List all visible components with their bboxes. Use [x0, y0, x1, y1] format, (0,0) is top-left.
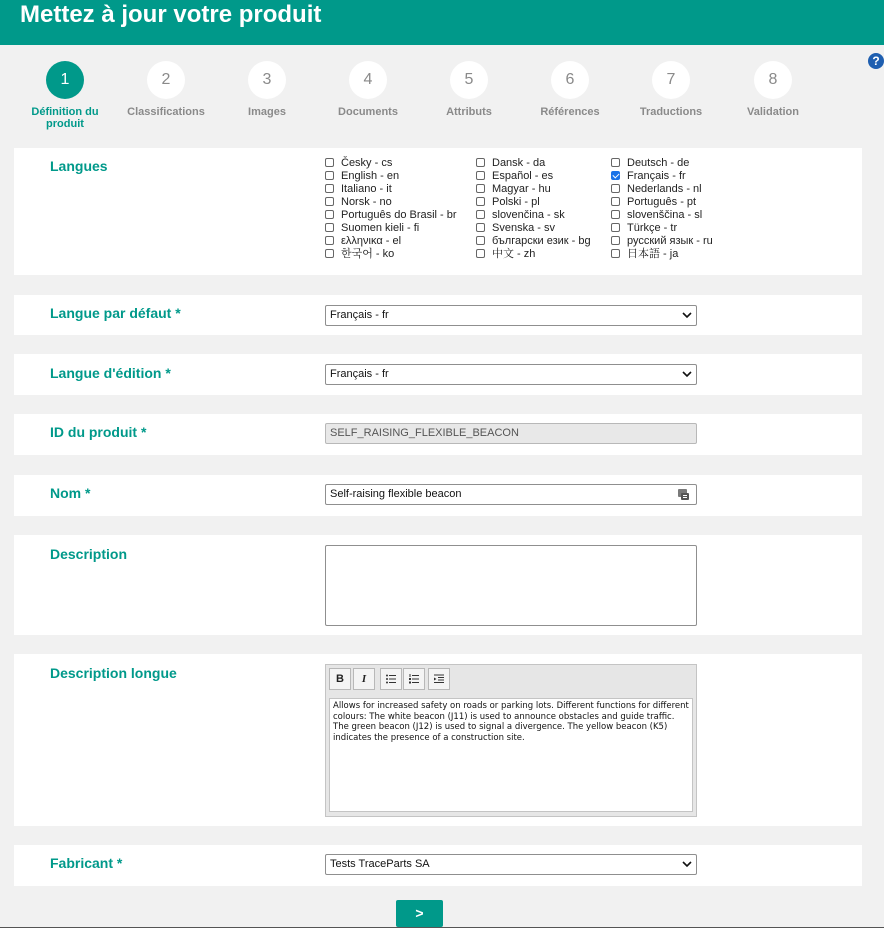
- language-checkbox[interactable]: [611, 158, 620, 167]
- name-field[interactable]: [325, 484, 697, 505]
- language-option[interactable]: [611, 248, 771, 261]
- long-description-label: Description longue: [50, 665, 177, 681]
- language-option[interactable]: [325, 157, 485, 170]
- language-label: Magyar - hu: [492, 183, 551, 195]
- step-label: Traductions: [639, 106, 703, 118]
- language-checkbox[interactable]: [325, 223, 334, 232]
- language-checkbox[interactable]: [611, 249, 620, 258]
- language-label: 日本語 - ja: [627, 248, 679, 260]
- product-id-value: SELF_RAISING_FLEXIBLE_BEACON: [330, 427, 519, 439]
- language-label: Türkçe - tr: [627, 222, 678, 234]
- language-checkbox[interactable]: [476, 210, 485, 219]
- language-checkbox[interactable]: [611, 184, 620, 193]
- language-checkbox[interactable]: [611, 223, 620, 232]
- description-textarea[interactable]: [325, 545, 697, 626]
- language-checkbox[interactable]: [325, 184, 334, 193]
- language-option[interactable]: [325, 196, 485, 209]
- language-option[interactable]: [611, 235, 771, 248]
- manufacturer-card: [14, 845, 862, 886]
- language-checkbox[interactable]: [325, 197, 334, 206]
- languages-card: [14, 148, 862, 275]
- language-label: Español - es: [492, 170, 554, 182]
- next-button[interactable]: >: [396, 900, 443, 927]
- language-option[interactable]: [611, 222, 771, 235]
- step-label: Références: [540, 106, 600, 118]
- clear-format-icon: [433, 673, 445, 685]
- clear-format-button[interactable]: [428, 668, 450, 690]
- language-checkbox[interactable]: [476, 249, 485, 258]
- step-6[interactable]: [520, 61, 620, 118]
- step-5[interactable]: [419, 61, 519, 118]
- language-checkbox[interactable]: [325, 210, 334, 219]
- language-label: 한국어 - ko: [341, 248, 395, 260]
- default-language-value: Français - fr: [330, 309, 389, 321]
- step-label: Documents: [338, 106, 398, 118]
- step-8[interactable]: [723, 61, 823, 118]
- description-card: [14, 535, 862, 635]
- wizard-steps: [0, 61, 884, 141]
- language-label: български език - bg: [492, 235, 591, 247]
- language-checkbox[interactable]: [476, 184, 485, 193]
- language-option[interactable]: [611, 183, 771, 196]
- name-label: Nom *: [50, 485, 91, 501]
- step-number: 1: [46, 61, 84, 99]
- name-value: Self-raising flexible beacon: [330, 488, 462, 500]
- step-label: Classifications: [127, 106, 205, 118]
- page-header: [0, 0, 884, 45]
- language-label: Nederlands - nl: [627, 183, 702, 195]
- language-option[interactable]: [325, 170, 485, 183]
- language-label: English - en: [341, 170, 400, 182]
- language-label: Italiano - it: [341, 183, 392, 195]
- step-label: Validation: [747, 106, 799, 118]
- long-description-card: [14, 654, 862, 826]
- default-language-card: [14, 295, 862, 335]
- language-label: ελληνικα - el: [341, 235, 402, 247]
- language-checkbox[interactable]: [325, 158, 334, 167]
- language-checkbox[interactable]: [476, 236, 485, 245]
- language-label: Polski - pl: [492, 196, 540, 208]
- language-label: Suomen kieli - fi: [341, 222, 420, 234]
- rich-text-editor: [325, 664, 697, 817]
- bullet-list-button[interactable]: [380, 668, 402, 690]
- language-option[interactable]: [325, 222, 485, 235]
- language-label: Česky - cs: [341, 157, 393, 169]
- language-label: Português - pt: [627, 196, 697, 208]
- language-checkbox[interactable]: [325, 171, 334, 180]
- numbered-list-icon: [408, 673, 420, 685]
- language-option[interactable]: [611, 157, 771, 170]
- edit-language-value: Français - fr: [330, 368, 389, 380]
- manufacturer-select[interactable]: [325, 854, 697, 875]
- step-number: 5: [450, 61, 488, 99]
- language-option[interactable]: [611, 209, 771, 222]
- language-checkbox[interactable]: [325, 236, 334, 245]
- step-number: 8: [754, 61, 792, 99]
- step-number: 3: [248, 61, 286, 99]
- numbered-list-button[interactable]: [403, 668, 425, 690]
- language-label: Deutsch - de: [627, 157, 690, 169]
- italic-button[interactable]: I: [353, 668, 375, 690]
- language-checkbox[interactable]: [611, 236, 620, 245]
- bold-button[interactable]: B: [329, 668, 351, 690]
- language-label: Français - fr: [627, 170, 686, 182]
- language-option[interactable]: [611, 196, 771, 209]
- page-title: Mettez à jour votre produit: [20, 1, 322, 28]
- product-id-card: [14, 414, 862, 455]
- manufacturer-value: Tests TraceParts SA: [330, 858, 430, 870]
- language-option[interactable]: [325, 183, 485, 196]
- step-7[interactable]: [621, 61, 721, 118]
- name-card: [14, 475, 862, 516]
- step-number: 4: [349, 61, 387, 99]
- language-checkbox[interactable]: [476, 171, 485, 180]
- language-checkbox[interactable]: [476, 223, 485, 232]
- edit-language-card: [14, 354, 862, 395]
- language-option[interactable]: [611, 170, 771, 183]
- product-id-label: ID du produit *: [50, 424, 147, 440]
- languages-title: Langues: [50, 158, 108, 174]
- product-id-field: [325, 423, 697, 444]
- step-2[interactable]: [116, 61, 216, 118]
- language-label: Norsk - no: [341, 196, 392, 208]
- step-label: Attributs: [446, 106, 492, 118]
- language-option[interactable]: [325, 235, 485, 248]
- help-icon[interactable]: ?: [868, 53, 884, 69]
- chevron-down-icon: [682, 369, 692, 379]
- description-label: Description: [50, 546, 128, 562]
- language-checkbox[interactable]: [611, 171, 620, 180]
- edit-language-label: Langue d'édition *: [50, 365, 171, 381]
- language-checkbox[interactable]: [611, 210, 620, 219]
- edit-language-select[interactable]: [325, 364, 697, 385]
- default-language-select[interactable]: [325, 305, 697, 326]
- language-label: Dansk - da: [492, 157, 546, 169]
- step-label: Images: [248, 106, 286, 118]
- language-checkbox[interactable]: [476, 158, 485, 167]
- language-label: русский язык - ru: [627, 235, 713, 247]
- step-number: 2: [147, 61, 185, 99]
- step-label: Définition du produit: [31, 106, 99, 130]
- language-checkbox[interactable]: [611, 197, 620, 206]
- chevron-down-icon: [682, 859, 692, 869]
- translate-icon[interactable]: [677, 488, 690, 501]
- language-checkbox[interactable]: [476, 197, 485, 206]
- step-number: 7: [652, 61, 690, 99]
- language-option[interactable]: [325, 209, 485, 222]
- language-option[interactable]: [325, 248, 485, 261]
- language-label: Svenska - sv: [492, 222, 555, 234]
- language-label: slovenčina - sk: [492, 209, 565, 221]
- default-language-label: Langue par défaut *: [50, 305, 181, 321]
- bullet-list-icon: [385, 673, 397, 685]
- step-number: 6: [551, 61, 589, 99]
- long-description-textarea[interactable]: Allows for increased safety on roads or parking lots. Different functions for different colours: The white beacon (J11) is used to announce obstacles and guide traffic. The green beacon (J12) is used to signal a divergence. The yellow beacon (K5) indicates the presence of a construction site.: [329, 698, 693, 812]
- step-4[interactable]: [318, 61, 418, 118]
- language-checkbox[interactable]: [325, 249, 334, 258]
- language-label: 中文 - zh: [492, 248, 536, 260]
- language-label: slovenščina - sl: [627, 209, 703, 221]
- step-3[interactable]: [217, 61, 317, 118]
- manufacturer-label: Fabricant *: [50, 855, 123, 871]
- chevron-down-icon: [682, 310, 692, 320]
- step-1[interactable]: [15, 61, 115, 130]
- language-label: Português do Brasil - br: [341, 209, 457, 221]
